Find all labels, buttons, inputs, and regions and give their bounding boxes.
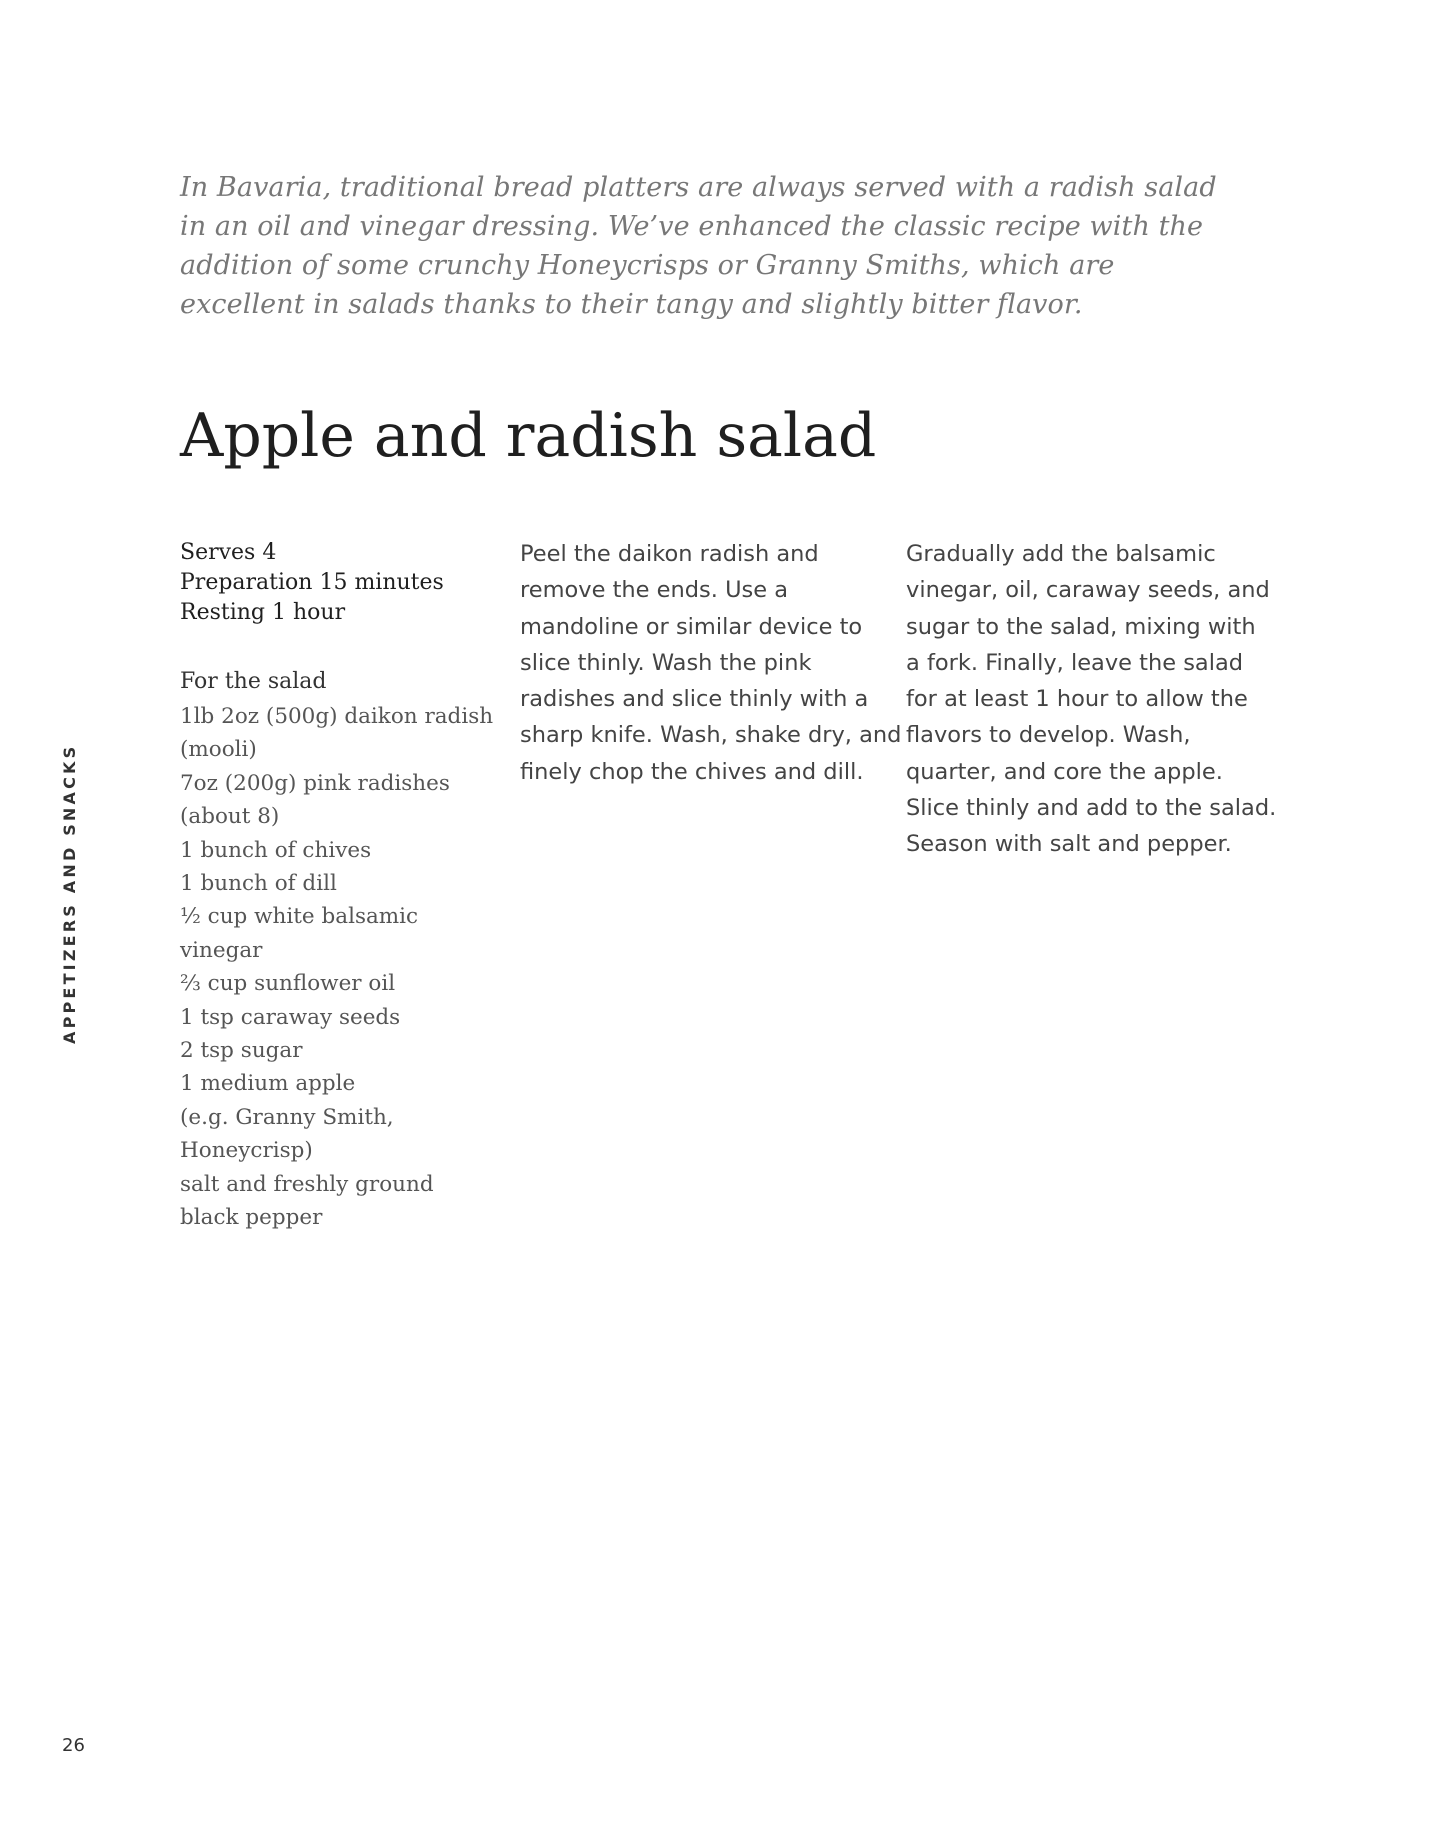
ingredient-line: vinegar bbox=[180, 937, 263, 963]
method-column-1 bbox=[520, 536, 902, 790]
ingredient-line: (mooli) bbox=[180, 737, 257, 763]
method-line: vinegar, oil, caraway seeds, and bbox=[906, 577, 1270, 604]
ingredient-item bbox=[180, 834, 500, 867]
method-line: sharp knife. Wash, shake dry, and bbox=[520, 722, 902, 749]
ingredient-item bbox=[180, 700, 500, 767]
ingredients-heading: For the salad bbox=[180, 669, 327, 694]
ingredient-line: 2 tsp sugar bbox=[180, 1038, 303, 1064]
ingredient-item bbox=[180, 967, 500, 1000]
ingredient-line: 1 medium apple bbox=[180, 1071, 356, 1097]
method-line: Peel the daikon radish and bbox=[520, 541, 819, 567]
ingredient-line: (e.g. Granny Smith, bbox=[180, 1104, 394, 1130]
ingredient-item bbox=[180, 1168, 500, 1235]
method-line: Season with salt and pepper. bbox=[906, 831, 1232, 858]
ingredient-line: black pepper bbox=[180, 1205, 323, 1231]
method-line: finely chop the chives and dill. bbox=[520, 758, 864, 785]
method-line: mandoline or similar device to bbox=[520, 613, 863, 640]
serves-info: Serves 4 bbox=[180, 540, 277, 565]
ingredient-line: ½ cup white balsamic bbox=[180, 904, 419, 930]
ingredient-item bbox=[180, 1034, 500, 1067]
ingredient-line: 1 bunch of dill bbox=[180, 871, 337, 897]
ingredient-line: 1 tsp caraway seeds bbox=[180, 1004, 401, 1030]
ingredient-line: Honeycrisp) bbox=[180, 1138, 313, 1164]
method-line: slice thinly. Wash the pink bbox=[520, 649, 812, 676]
ingredient-item bbox=[180, 1001, 500, 1034]
method-line: flavors to develop. Wash, bbox=[906, 722, 1191, 749]
ingredient-line: 1 bunch of chives bbox=[180, 837, 372, 863]
method-line: for at least 1 hour to allow the bbox=[906, 686, 1248, 713]
ingredient-line: 7oz (200g) pink radishes bbox=[180, 770, 450, 796]
preparation-time: Preparation 15 minutes bbox=[180, 570, 444, 595]
method-line: Slice thinly and add to the salad. bbox=[906, 795, 1277, 822]
ingredient-item bbox=[180, 867, 500, 900]
ingredient-list bbox=[180, 700, 500, 1235]
method-column-2 bbox=[906, 536, 1296, 863]
section-side-label: APPETIZERS AND SNACKS bbox=[60, 743, 79, 1044]
method-line: remove the ends. Use a bbox=[520, 577, 789, 604]
ingredient-line: salt and freshly ground bbox=[180, 1171, 434, 1197]
page-number: 26 bbox=[62, 1735, 85, 1756]
method-line: sugar to the salad, mixing with bbox=[906, 613, 1256, 640]
ingredient-item bbox=[180, 1067, 500, 1167]
recipe-meta bbox=[180, 538, 480, 628]
method-line: a fork. Finally, leave the salad bbox=[906, 649, 1244, 676]
ingredient-line: ⅔ cup sunflower oil bbox=[180, 971, 396, 997]
ingredient-line: (about 8) bbox=[180, 804, 280, 830]
method-line: Gradually add the balsamic bbox=[906, 541, 1216, 567]
method-line: radishes and slice thinly with a bbox=[520, 686, 869, 713]
method-line: quarter, and core the apple. bbox=[906, 758, 1223, 785]
ingredient-line: 1lb 2oz (500g) daikon radish bbox=[180, 704, 494, 729]
resting-time: Resting 1 hour bbox=[180, 600, 346, 625]
ingredient-item bbox=[180, 767, 500, 834]
ingredient-item bbox=[180, 900, 500, 967]
intro-paragraph: In Bavaria, traditional bread platters are always served with a radish salad in an oil and vinegar dressing. We’ve enhanced the classic recipe with the addition of some crunchy Honeycrisps or Granny Smiths, which are excellent in salads thanks to their tangy and slightly bitter flavor. bbox=[180, 172, 1217, 320]
recipe-title: Apple and radish salad bbox=[180, 401, 877, 471]
